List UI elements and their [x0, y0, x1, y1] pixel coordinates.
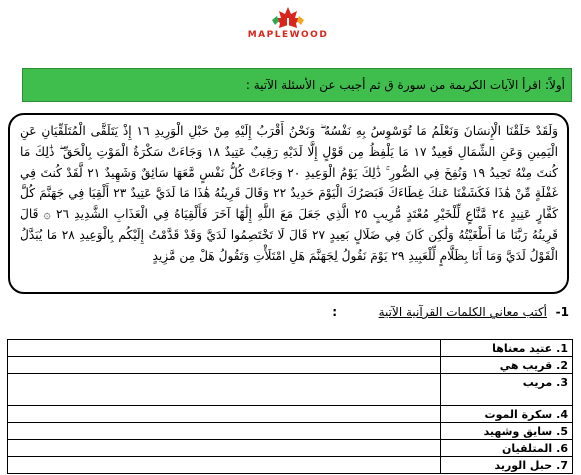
vocab-term	[441, 374, 573, 406]
vocab-word: حبل الوريد	[494, 459, 553, 472]
vocab-term	[441, 406, 573, 423]
maple-leaf-icon	[266, 6, 310, 30]
vocab-word: عتيد معناها	[492, 342, 553, 355]
answer-cell[interactable]	[8, 357, 441, 374]
quran-passage-box	[8, 113, 569, 294]
logo-text: MAPLEWOOD	[247, 30, 329, 40]
table-row	[8, 457, 573, 474]
answer-cell[interactable]	[8, 374, 441, 406]
vocab-word: سكرة الموت	[484, 408, 553, 421]
table-row	[8, 406, 573, 423]
vocab-number: 1.	[556, 342, 568, 355]
question-label: أكتب معاني الكلمات القرآنية الآتية	[378, 305, 547, 319]
maplewood-logo	[232, 6, 344, 44]
instruction-text: أولاً: اقرأ الآيات الكريمة من سورة ق ثم أجيب عن الأسئلة الآتية :	[245, 78, 565, 92]
answer-cell[interactable]	[8, 340, 441, 357]
vocab-term	[441, 340, 573, 357]
question-number: 1-	[555, 305, 569, 319]
vocab-number: 5.	[556, 425, 568, 438]
quran-passage-text: وَلَقَدْ خَلَقْنَا الْإِنسَانَ وَنَعْلَمُ مَا تُوَسْوِسُ بِهِ نَفْسُهُ ۖ وَنَحْنُ أَقْرَبُ إِلَيْهِ مِنْ حَبْلِ الْوَرِيدِ ١٦ إِذْ يَتَلَقَّى الْمُتَلَقِّيَانِ عَنِ الْيَمِينِ وَعَنِ الشِّمَالِ قَعِيدٌ ١٧ مَا يَلْفِظُ مِن قَوْلٍ إِلَّا لَدَيْهِ رَقِيبٌ عَتِيدٌ ١٨ وَجَاءَتْ سَكْرَةُ الْمَوْتِ بِالْحَقِّ ۖ ذَٰلِكَ مَا كُنتَ مِنْهُ تَحِيدُ ١٩ وَنُفِخَ فِي الصُّورِ ۚ ذَٰلِكَ يَوْمُ الْوَعِيدِ ٢٠ وَجَاءَتْ كُلُّ نَفْسٍ مَّعَهَا سَائِقٌ وَشَهِيدٌ ٢١ لَّقَدْ كُنتَ فِي غَفْلَةٍ مِّنْ هَٰذَا فَكَشَفْنَا عَنكَ غِطَاءَكَ فَبَصَرُكَ الْيَوْمَ حَدِيدٌ ٢٢ وَقَالَ قَرِينُهُ هَٰذَا مَا لَدَيَّ عَتِيدٌ ٢٣ أَلْقِيَا فِي جَهَنَّمَ كُلَّ كَفَّارٍ عَنِيدٍ ٢٤ مَّنَّاعٍ لِّلْخَيْرِ مُعْتَدٍ مُّرِيبٍ ٢٥ الَّذِي جَعَلَ مَعَ اللَّهِ إِلَٰهًا آخَرَ فَأَلْقِيَاهُ فِي الْعَذَابِ الشَّدِيدِ ٢٦ ۞ قَالَ قَرِينُهُ رَبَّنَا مَا أَطْغَيْتُهُ وَلَٰكِن كَانَ فِي ضَلَالٍ بَعِيدٍ ٢٧ قَالَ لَا تَخْتَصِمُوا لَدَيَّ وَقَدْ قَدَّمْتُ إِلَيْكُم بِالْوَعِيدِ ٢٨ مَا يُبَدَّلُ الْقَوْلُ لَدَيَّ وَمَا أَنَا بِظَلَّامٍ لِّلْعَبِيدِ ٢٩ يَوْمَ نَقُولُ لِجَهَنَّمَ هَلِ امْتَلَأْتِ وَتَقُولُ هَلْ مِن مَّزِيدٍ	[20, 124, 558, 263]
answer-cell[interactable]	[8, 457, 441, 474]
vocab-word: سايق وشهيد	[483, 425, 553, 438]
vocab-table	[7, 339, 573, 474]
vocab-number: 2.	[556, 359, 568, 372]
answer-cell[interactable]	[8, 440, 441, 457]
vocab-number: 6.	[556, 442, 568, 455]
table-row	[8, 374, 573, 406]
answer-cell[interactable]	[8, 423, 441, 440]
vocab-number: 3.	[556, 376, 568, 389]
question-heading	[239, 305, 569, 323]
instruction-banner	[22, 68, 572, 102]
table-row	[8, 357, 573, 374]
vocab-word: مريب	[522, 376, 553, 389]
vocab-word: قريب هي	[499, 359, 553, 372]
table-row	[8, 423, 573, 440]
vocab-number: 4.	[556, 408, 568, 421]
vocab-number: 7.	[556, 459, 568, 472]
table-row	[8, 440, 573, 457]
vocab-term	[441, 357, 573, 374]
answer-cell[interactable]	[8, 406, 441, 423]
vocab-term	[441, 423, 573, 440]
vocab-word: المتلقيان	[501, 442, 553, 455]
vocab-term	[441, 457, 573, 474]
question-colon: :	[332, 305, 337, 319]
vocab-term	[441, 440, 573, 457]
table-row	[8, 340, 573, 357]
